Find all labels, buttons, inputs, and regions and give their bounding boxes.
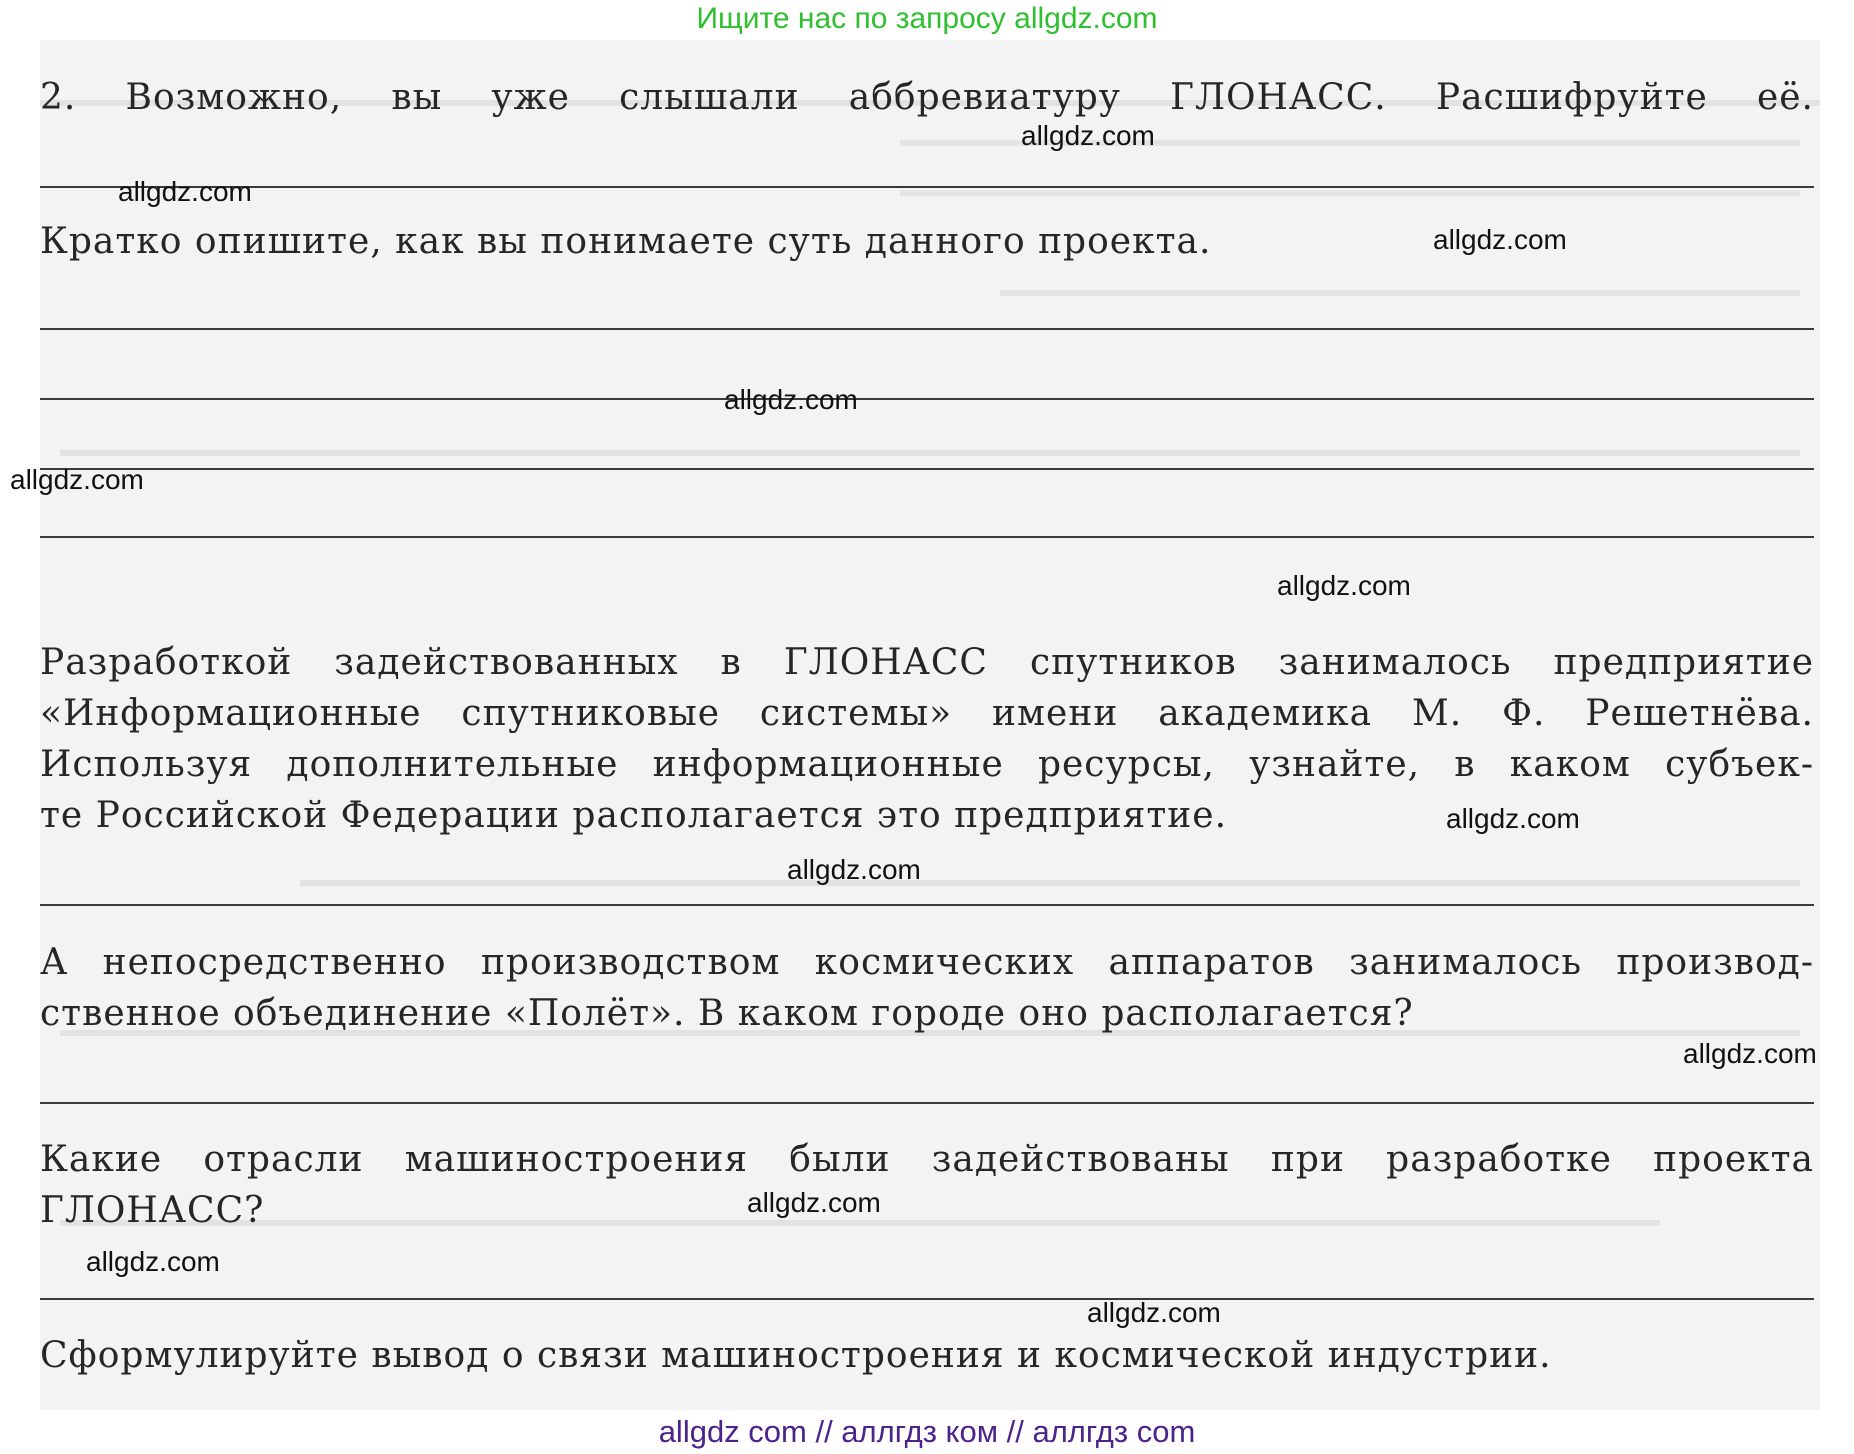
watermark: allgdz.com [1446,803,1580,834]
question-3-line: Используя дополнительные информационные ресурсы, узнайте, в каком субъек- [40,744,1814,785]
question-4-line: ственное объединение «Полёт». В каком городе оно располагается? [40,993,1414,1034]
answer-line [40,328,1814,330]
watermark: allgdz.com [10,464,144,495]
watermark: allgdz.com [747,1187,881,1218]
watermark: allgdz.com [787,854,921,885]
watermark: allgdz.com [724,384,858,415]
answer-line [40,1102,1814,1104]
question-5-line: Какие отрасли машиностроения были задействованы при разработке проекта [40,1139,1814,1180]
watermark: allgdz.com [1021,120,1155,151]
watermark: allgdz.com [1277,570,1411,601]
question-1: 2. Возможно, вы уже слышали аббревиатуру ГЛОНАСС. Расшифруйте её. [40,77,1814,118]
question-2: Кратко опишите, как вы понимаете суть данного проекта. [40,221,1212,262]
bottom-banner: allgdz com // аллгдз ком // аллгдз com [658,1414,1196,1449]
question-3-line: «Информационные спутниковые системы» имени академика М. Ф. Решетнёва. [40,693,1814,734]
answer-line [40,904,1814,906]
answer-line [40,186,1814,188]
watermark: allgdz.com [86,1246,220,1277]
watermark: allgdz.com [1087,1297,1221,1328]
top-banner: Ищите нас по запросу allgdz.com [696,2,1158,35]
answer-line [40,1298,1814,1300]
question-3-line: те Российской Федерации располагается это предприятие. [40,795,1228,836]
watermark: allgdz.com [1683,1038,1817,1069]
question-5-line: ГЛОНАСС? [40,1190,265,1231]
answer-line [40,536,1814,538]
watermark: allgdz.com [118,176,252,207]
question-4-line: А непосредственно производством космических аппаратов занималось производ- [40,942,1814,983]
question-3-line: Разработкой задействованных в ГЛОНАСС спутников занималось предприятие [40,642,1814,683]
answer-line [40,398,1814,400]
answer-line [40,468,1814,470]
watermark: allgdz.com [1433,224,1567,255]
question-6: Сформулируйте вывод о связи машиностроения и космической индустрии. [40,1335,1552,1376]
